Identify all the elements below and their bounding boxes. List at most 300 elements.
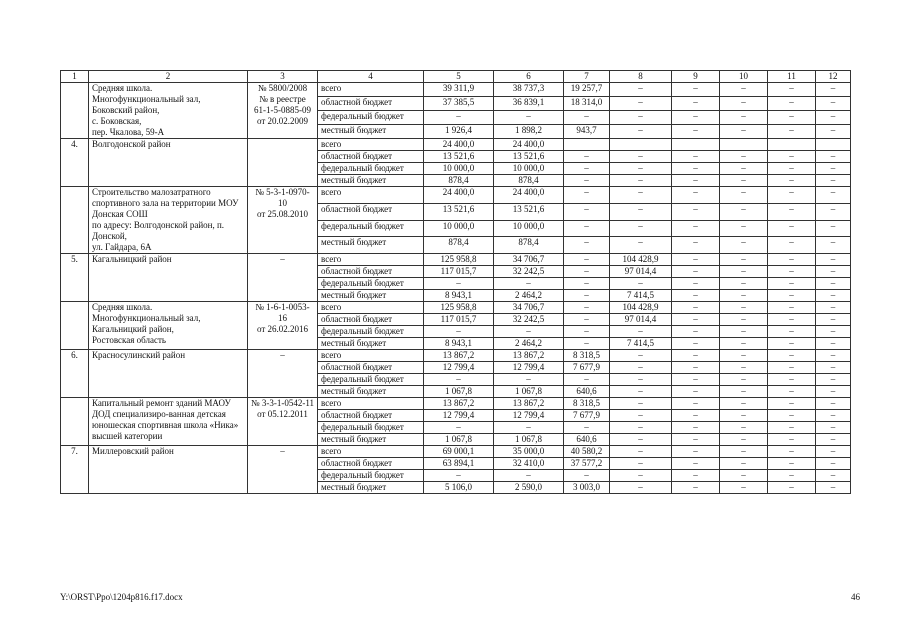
amount-cell: 640,6: [564, 386, 610, 398]
amount-cell: 34 706,7: [494, 254, 564, 266]
amount-cell: 13 867,2: [494, 350, 564, 362]
budget-type: областной бюджет: [318, 458, 424, 470]
amount-cell: –: [610, 386, 672, 398]
amount-cell: 7 414,5: [610, 290, 672, 302]
amount-cell: 10 000,0: [494, 163, 564, 175]
amount-cell: 878,4: [494, 237, 564, 254]
amount-cell: –: [816, 410, 851, 422]
amount-cell: 12 799,4: [424, 362, 494, 374]
amount-cell: –: [720, 203, 768, 220]
budget-type: местный бюджет: [318, 237, 424, 254]
amount-cell: –: [768, 302, 816, 314]
amount-cell: [564, 139, 610, 151]
project-name: Средняя школа. Многофункциональный зал, Кагальницкий район, Ростовская область: [89, 302, 248, 350]
amount-cell: –: [672, 237, 720, 254]
amount-cell: –: [564, 187, 610, 204]
amount-cell: –: [720, 398, 768, 410]
amount-cell: –: [610, 175, 672, 187]
amount-cell: –: [816, 83, 851, 97]
amount-cell: 2 464,2: [494, 338, 564, 350]
amount-cell: –: [816, 398, 851, 410]
amount-cell: 38 737,3: [494, 83, 564, 97]
amount-cell: –: [816, 470, 851, 482]
amount-cell: –: [768, 151, 816, 163]
district-name: Волгодонской район: [89, 139, 248, 187]
amount-cell: –: [672, 151, 720, 163]
budget-type: местный бюджет: [318, 290, 424, 302]
amount-cell: –: [768, 482, 816, 494]
amount-cell: –: [610, 482, 672, 494]
district-name: Миллеровский район: [89, 446, 248, 494]
table-row: [61, 350, 851, 362]
amount-cell: –: [610, 458, 672, 470]
amount-cell: –: [768, 350, 816, 362]
amount-cell: –: [672, 338, 720, 350]
header-cell: 5: [424, 71, 494, 83]
amount-cell: 878,4: [424, 237, 494, 254]
table-row: [61, 139, 851, 151]
amount-cell: 24 400,0: [424, 187, 494, 204]
amount-cell: –: [672, 290, 720, 302]
amount-cell: 10 000,0: [494, 220, 564, 237]
amount-cell: –: [720, 302, 768, 314]
table-row: [61, 254, 851, 266]
amount-cell: –: [816, 458, 851, 470]
amount-cell: –: [768, 175, 816, 187]
amount-cell: 39 311,9: [424, 83, 494, 97]
amount-cell: 2 464,2: [494, 290, 564, 302]
registry-number: –: [248, 350, 318, 398]
amount-cell: –: [720, 237, 768, 254]
header-cell: 6: [494, 71, 564, 83]
header-cell: 2: [89, 71, 248, 83]
amount-cell: –: [672, 470, 720, 482]
amount-cell: –: [816, 446, 851, 458]
amount-cell: 117 015,7: [424, 266, 494, 278]
amount-cell: –: [816, 326, 851, 338]
amount-cell: 32 242,5: [494, 314, 564, 326]
budget-type: местный бюджет: [318, 125, 424, 139]
project-name: Строительство малозатратного спортивного зала на территории МОУ Донская СОШ по адресу: Волгодонской район, п. Донской, ул. Гайдара, 6А: [89, 187, 248, 254]
amount-cell: –: [610, 278, 672, 290]
amount-cell: –: [610, 434, 672, 446]
row-number: 7.: [61, 446, 89, 494]
amount-cell: –: [672, 398, 720, 410]
row-number: 5.: [61, 254, 89, 302]
amount-cell: 13 521,6: [424, 151, 494, 163]
amount-cell: –: [564, 470, 610, 482]
amount-cell: 18 314,0: [564, 97, 610, 111]
budget-type: всего: [318, 398, 424, 410]
amount-cell: –: [672, 266, 720, 278]
amount-cell: –: [720, 175, 768, 187]
header-cell: 3: [248, 71, 318, 83]
amount-cell: –: [768, 290, 816, 302]
amount-cell: –: [720, 125, 768, 139]
project-name: Средняя школа. Многофункциональный зал, Боковский район, с. Боковская, пер. Чкалова, 59-А: [89, 83, 248, 139]
page-number: 46: [851, 592, 860, 602]
budget-type: федеральный бюджет: [318, 111, 424, 125]
amount-cell: –: [816, 175, 851, 187]
table-row: [61, 302, 851, 314]
header-cell: 8: [610, 71, 672, 83]
budget-type: всего: [318, 187, 424, 204]
amount-cell: –: [816, 151, 851, 163]
amount-cell: –: [816, 290, 851, 302]
amount-cell: –: [494, 326, 564, 338]
amount-cell: –: [768, 386, 816, 398]
amount-cell: 24 400,0: [424, 139, 494, 151]
amount-cell: 1 067,8: [494, 434, 564, 446]
amount-cell: –: [564, 422, 610, 434]
amount-cell: –: [672, 434, 720, 446]
amount-cell: [610, 139, 672, 151]
amount-cell: –: [720, 314, 768, 326]
amount-cell: –: [672, 203, 720, 220]
registry-number: –: [248, 446, 318, 494]
amount-cell: –: [424, 111, 494, 125]
amount-cell: –: [720, 83, 768, 97]
amount-cell: 117 015,7: [424, 314, 494, 326]
registry-number: –: [248, 254, 318, 302]
amount-cell: –: [672, 125, 720, 139]
amount-cell: 640,6: [564, 434, 610, 446]
table-row: [61, 446, 851, 458]
amount-cell: –: [816, 266, 851, 278]
amount-cell: 13 867,2: [494, 398, 564, 410]
amount-cell: 35 000,0: [494, 446, 564, 458]
amount-cell: 125 958,8: [424, 254, 494, 266]
budget-type: всего: [318, 350, 424, 362]
row-number: 6.: [61, 350, 89, 398]
amount-cell: –: [610, 350, 672, 362]
budget-type: областной бюджет: [318, 203, 424, 220]
amount-cell: –: [610, 470, 672, 482]
amount-cell: –: [564, 338, 610, 350]
registry-number: № 1-6-1-0053-16 от 26.02.2016: [248, 302, 318, 350]
amount-cell: –: [720, 374, 768, 386]
amount-cell: 24 400,0: [494, 139, 564, 151]
amount-cell: [672, 139, 720, 151]
amount-cell: 13 521,6: [494, 203, 564, 220]
amount-cell: –: [720, 362, 768, 374]
amount-cell: 3 003,0: [564, 482, 610, 494]
amount-cell: –: [494, 422, 564, 434]
amount-cell: –: [610, 83, 672, 97]
amount-cell: 8 318,5: [564, 398, 610, 410]
amount-cell: –: [494, 470, 564, 482]
amount-cell: –: [720, 97, 768, 111]
amount-cell: –: [720, 482, 768, 494]
amount-cell: 1 898,2: [494, 125, 564, 139]
header-cell: 11: [768, 71, 816, 83]
amount-cell: –: [720, 254, 768, 266]
amount-cell: [816, 139, 851, 151]
amount-cell: –: [768, 314, 816, 326]
amount-cell: 37 577,2: [564, 458, 610, 470]
amount-cell: –: [768, 83, 816, 97]
amount-cell: 8 943,1: [424, 290, 494, 302]
amount-cell: –: [610, 125, 672, 139]
amount-cell: 32 410,0: [494, 458, 564, 470]
amount-cell: –: [816, 203, 851, 220]
amount-cell: –: [768, 220, 816, 237]
amount-cell: –: [672, 278, 720, 290]
amount-cell: –: [816, 422, 851, 434]
amount-cell: –: [424, 470, 494, 482]
amount-cell: –: [564, 203, 610, 220]
amount-cell: –: [720, 187, 768, 204]
budget-type: местный бюджет: [318, 482, 424, 494]
amount-cell: –: [564, 237, 610, 254]
amount-cell: –: [768, 458, 816, 470]
registry-number: [248, 139, 318, 187]
amount-cell: –: [816, 220, 851, 237]
amount-cell: –: [424, 326, 494, 338]
amount-cell: 63 894,1: [424, 458, 494, 470]
amount-cell: –: [564, 278, 610, 290]
amount-cell: 1 926,4: [424, 125, 494, 139]
amount-cell: –: [816, 338, 851, 350]
amount-cell: 10 000,0: [424, 163, 494, 175]
amount-cell: 24 400,0: [494, 187, 564, 204]
budget-type: федеральный бюджет: [318, 374, 424, 386]
row-number: 4.: [61, 139, 89, 187]
amount-cell: –: [768, 338, 816, 350]
amount-cell: –: [610, 422, 672, 434]
amount-cell: –: [564, 326, 610, 338]
amount-cell: –: [768, 446, 816, 458]
amount-cell: –: [768, 278, 816, 290]
budget-type: областной бюджет: [318, 97, 424, 111]
amount-cell: 19 257,7: [564, 83, 610, 97]
amount-cell: –: [564, 175, 610, 187]
amount-cell: –: [494, 278, 564, 290]
row-number: [61, 398, 89, 446]
budget-type: федеральный бюджет: [318, 470, 424, 482]
amount-cell: –: [564, 374, 610, 386]
amount-cell: –: [816, 111, 851, 125]
amount-cell: –: [768, 422, 816, 434]
header-cell: 1: [61, 71, 89, 83]
amount-cell: –: [720, 326, 768, 338]
amount-cell: 12 799,4: [424, 410, 494, 422]
amount-cell: 36 839,1: [494, 97, 564, 111]
amount-cell: –: [720, 220, 768, 237]
amount-cell: –: [672, 362, 720, 374]
amount-cell: –: [610, 151, 672, 163]
amount-cell: –: [816, 302, 851, 314]
header-cell: 7: [564, 71, 610, 83]
amount-cell: –: [720, 386, 768, 398]
budget-type: областной бюджет: [318, 151, 424, 163]
amount-cell: –: [672, 374, 720, 386]
amount-cell: 8 943,1: [424, 338, 494, 350]
registry-number: № 5800/2008 № в реестре 61-1-5-0885-09 от 20.02.2009: [248, 83, 318, 139]
budget-type: всего: [318, 446, 424, 458]
budget-type: федеральный бюджет: [318, 326, 424, 338]
amount-cell: –: [768, 97, 816, 111]
row-number: [61, 302, 89, 350]
amount-cell: 2 590,0: [494, 482, 564, 494]
amount-cell: –: [720, 151, 768, 163]
amount-cell: –: [672, 302, 720, 314]
amount-cell: –: [672, 386, 720, 398]
budget-type: местный бюджет: [318, 175, 424, 187]
amount-cell: –: [816, 434, 851, 446]
amount-cell: –: [672, 326, 720, 338]
amount-cell: –: [768, 254, 816, 266]
amount-cell: –: [564, 163, 610, 175]
budget-type: всего: [318, 139, 424, 151]
amount-cell: –: [720, 278, 768, 290]
amount-cell: –: [672, 187, 720, 204]
amount-cell: –: [720, 111, 768, 125]
header-cell: 12: [816, 71, 851, 83]
amount-cell: [720, 139, 768, 151]
amount-cell: –: [720, 290, 768, 302]
amount-cell: 104 428,9: [610, 254, 672, 266]
budget-type: областной бюджет: [318, 314, 424, 326]
amount-cell: 32 242,5: [494, 266, 564, 278]
amount-cell: –: [816, 163, 851, 175]
amount-cell: –: [564, 314, 610, 326]
table-body: [61, 71, 851, 494]
amount-cell: –: [672, 482, 720, 494]
row-number: [61, 83, 89, 139]
row-number: [61, 187, 89, 254]
amount-cell: –: [672, 97, 720, 111]
amount-cell: –: [610, 187, 672, 204]
footer-file-path: Y:\ORST\Ppo\1204p816.f17.docx: [60, 592, 183, 602]
amount-cell: –: [768, 266, 816, 278]
amount-cell: –: [816, 482, 851, 494]
amount-cell: –: [494, 374, 564, 386]
amount-cell: –: [672, 163, 720, 175]
amount-cell: –: [720, 266, 768, 278]
amount-cell: –: [610, 111, 672, 125]
amount-cell: –: [672, 458, 720, 470]
header-cell: 10: [720, 71, 768, 83]
table-row: [61, 187, 851, 204]
amount-cell: –: [424, 374, 494, 386]
amount-cell: –: [768, 203, 816, 220]
amount-cell: –: [768, 237, 816, 254]
amount-cell: –: [720, 410, 768, 422]
amount-cell: –: [720, 422, 768, 434]
amount-cell: –: [564, 111, 610, 125]
amount-cell: –: [610, 446, 672, 458]
header-cell: 4: [318, 71, 424, 83]
amount-cell: 97 014,4: [610, 266, 672, 278]
amount-cell: 1 067,8: [424, 386, 494, 398]
amount-cell: 10 000,0: [424, 220, 494, 237]
registry-number: № 3-3-1-0542-11 от 05.12.2011: [248, 398, 318, 446]
amount-cell: –: [816, 97, 851, 111]
amount-cell: 8 318,5: [564, 350, 610, 362]
amount-cell: 13 521,6: [494, 151, 564, 163]
amount-cell: 1 067,8: [424, 434, 494, 446]
amount-cell: 7 677,9: [564, 362, 610, 374]
amount-cell: 13 521,6: [424, 203, 494, 220]
amount-cell: –: [672, 446, 720, 458]
budget-type: областной бюджет: [318, 266, 424, 278]
budget-table: [60, 70, 851, 494]
header-row: [61, 71, 851, 83]
district-name: Красносулинский район: [89, 350, 248, 398]
amount-cell: –: [672, 410, 720, 422]
amount-cell: –: [610, 97, 672, 111]
budget-type: федеральный бюджет: [318, 220, 424, 237]
amount-cell: –: [816, 187, 851, 204]
amount-cell: –: [720, 338, 768, 350]
amount-cell: –: [768, 111, 816, 125]
amount-cell: –: [816, 125, 851, 139]
amount-cell: –: [564, 266, 610, 278]
amount-cell: –: [610, 410, 672, 422]
amount-cell: –: [768, 326, 816, 338]
amount-cell: –: [610, 398, 672, 410]
budget-type: всего: [318, 302, 424, 314]
amount-cell: 7 414,5: [610, 338, 672, 350]
amount-cell: –: [720, 470, 768, 482]
amount-cell: –: [816, 386, 851, 398]
amount-cell: 7 677,9: [564, 410, 610, 422]
header-cell: 9: [672, 71, 720, 83]
budget-type: всего: [318, 254, 424, 266]
amount-cell: –: [816, 278, 851, 290]
amount-cell: –: [768, 374, 816, 386]
amount-cell: –: [564, 220, 610, 237]
amount-cell: –: [768, 163, 816, 175]
budget-type: местный бюджет: [318, 338, 424, 350]
amount-cell: –: [564, 302, 610, 314]
budget-type: федеральный бюджет: [318, 163, 424, 175]
amount-cell: 878,4: [494, 175, 564, 187]
amount-cell: –: [672, 314, 720, 326]
amount-cell: –: [672, 220, 720, 237]
amount-cell: –: [816, 237, 851, 254]
amount-cell: 5 106,0: [424, 482, 494, 494]
amount-cell: 34 706,7: [494, 302, 564, 314]
amount-cell: 12 799,4: [494, 410, 564, 422]
amount-cell: –: [768, 362, 816, 374]
amount-cell: –: [424, 422, 494, 434]
amount-cell: –: [424, 278, 494, 290]
budget-type: областной бюджет: [318, 362, 424, 374]
amount-cell: –: [720, 446, 768, 458]
amount-cell: 13 867,2: [424, 350, 494, 362]
amount-cell: –: [720, 434, 768, 446]
amount-cell: –: [672, 175, 720, 187]
amount-cell: –: [564, 290, 610, 302]
amount-cell: –: [672, 422, 720, 434]
amount-cell: –: [672, 350, 720, 362]
amount-cell: –: [768, 470, 816, 482]
amount-cell: 878,4: [424, 175, 494, 187]
amount-cell: 13 867,2: [424, 398, 494, 410]
amount-cell: 12 799,4: [494, 362, 564, 374]
budget-type: местный бюджет: [318, 434, 424, 446]
amount-cell: –: [494, 111, 564, 125]
amount-cell: –: [564, 151, 610, 163]
amount-cell: –: [610, 326, 672, 338]
amount-cell: 104 428,9: [610, 302, 672, 314]
amount-cell: –: [816, 362, 851, 374]
amount-cell: –: [610, 163, 672, 175]
registry-number: № 5-3-1-0970-10 от 25.08.2010: [248, 187, 318, 254]
amount-cell: –: [564, 254, 610, 266]
